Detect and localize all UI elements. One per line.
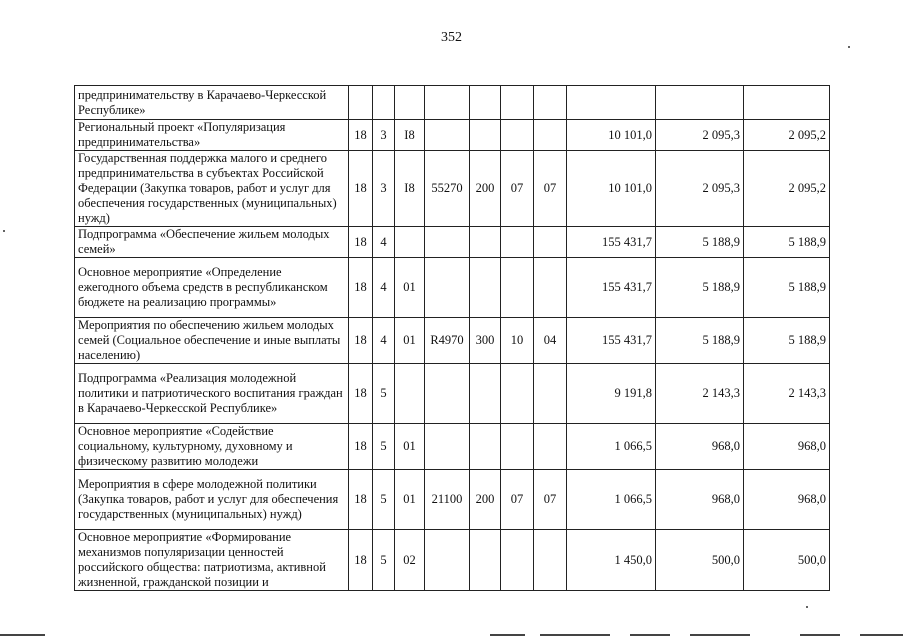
scan-edge-line — [630, 634, 670, 636]
code-subsection — [534, 227, 567, 258]
amount-col-1: 10 101,0 — [567, 120, 656, 151]
code-expense-type — [470, 86, 501, 120]
amount-col-3: 2 095,2 — [744, 151, 830, 227]
code-subsection: 04 — [534, 318, 567, 364]
code-ministry: 18 — [349, 318, 373, 364]
amount-col-2: 2 095,3 — [656, 151, 744, 227]
amount-col-2: 5 188,9 — [656, 227, 744, 258]
scan-edge-line — [690, 634, 750, 636]
code-direction: 55270 — [425, 151, 470, 227]
amount-col-1: 155 431,7 — [567, 258, 656, 318]
amount-col-1: 155 431,7 — [567, 318, 656, 364]
code-subsection — [534, 258, 567, 318]
table-row — [75, 424, 830, 470]
code-direction — [425, 258, 470, 318]
table-row — [75, 530, 830, 591]
code-expense-type — [470, 227, 501, 258]
code-ministry: 18 — [349, 530, 373, 591]
code-section — [501, 227, 534, 258]
page-number: 352 — [441, 30, 462, 45]
budget-table — [74, 85, 830, 591]
amount-col-3: 968,0 — [744, 424, 830, 470]
scan-edge-line — [540, 634, 610, 636]
code-subsection — [534, 364, 567, 424]
code-event: 01 — [395, 424, 425, 470]
code-ministry: 18 — [349, 227, 373, 258]
amount-col-1: 9 191,8 — [567, 364, 656, 424]
table-row — [75, 151, 830, 227]
code-subprogram: 4 — [373, 258, 395, 318]
code-subprogram: 5 — [373, 364, 395, 424]
code-direction — [425, 424, 470, 470]
table-row — [75, 120, 830, 151]
table-row — [75, 364, 830, 424]
scan-edge-line — [800, 634, 840, 636]
table-row — [75, 470, 830, 530]
code-ministry: 18 — [349, 120, 373, 151]
amount-col-2: 968,0 — [656, 470, 744, 530]
table-row — [75, 227, 830, 258]
code-expense-type: 200 — [470, 151, 501, 227]
code-expense-type — [470, 120, 501, 151]
scan-speck — [806, 606, 808, 608]
code-expense-type — [470, 258, 501, 318]
code-subprogram: 5 — [373, 424, 395, 470]
code-event — [395, 364, 425, 424]
row-name: Подпрограмма «Реализация молодежной политики и патриотического воспитания граждан в Карачаево-Черкесской Республике» — [75, 364, 349, 424]
amount-col-2: 5 188,9 — [656, 258, 744, 318]
code-direction — [425, 364, 470, 424]
amount-col-3: 968,0 — [744, 470, 830, 530]
row-name: Мероприятия в сфере молодежной политики (Закупка товаров, работ и услуг для обеспечения государственных (муниципальных) нужд) — [75, 470, 349, 530]
code-section — [501, 424, 534, 470]
amount-col-1: 10 101,0 — [567, 151, 656, 227]
code-expense-type — [470, 530, 501, 591]
code-subsection: 07 — [534, 151, 567, 227]
amount-col-1: 1 450,0 — [567, 530, 656, 591]
amount-col-3: 2 095,2 — [744, 120, 830, 151]
code-subsection — [534, 86, 567, 120]
code-subsection — [534, 530, 567, 591]
code-section — [501, 530, 534, 591]
amount-col-2 — [656, 86, 744, 120]
code-ministry: 18 — [349, 424, 373, 470]
amount-col-3 — [744, 86, 830, 120]
scan-edge-line — [490, 634, 525, 636]
amount-col-3: 5 188,9 — [744, 318, 830, 364]
code-subprogram: 4 — [373, 318, 395, 364]
code-direction — [425, 86, 470, 120]
code-ministry: 18 — [349, 364, 373, 424]
table-row — [75, 318, 830, 364]
code-event: I8 — [395, 120, 425, 151]
scan-speck — [848, 46, 850, 48]
amount-col-1 — [567, 86, 656, 120]
table-body — [75, 86, 830, 591]
code-ministry — [349, 86, 373, 120]
code-section — [501, 364, 534, 424]
code-subprogram: 5 — [373, 470, 395, 530]
code-direction — [425, 120, 470, 151]
code-ministry: 18 — [349, 470, 373, 530]
code-ministry: 18 — [349, 151, 373, 227]
code-event: 01 — [395, 318, 425, 364]
amount-col-3: 2 143,3 — [744, 364, 830, 424]
code-subprogram — [373, 86, 395, 120]
row-name: Основное мероприятие «Формирование механизмов популяризации ценностей российского общества: патриотизма, активной жизненной, гражданской позиции и — [75, 530, 349, 591]
code-subprogram: 5 — [373, 530, 395, 591]
code-direction: R4970 — [425, 318, 470, 364]
code-section: 07 — [501, 151, 534, 227]
code-event: I8 — [395, 151, 425, 227]
code-section: 07 — [501, 470, 534, 530]
scan-edge-line — [860, 634, 903, 636]
code-section — [501, 86, 534, 120]
amount-col-2: 2 143,3 — [656, 364, 744, 424]
amount-col-2: 968,0 — [656, 424, 744, 470]
code-expense-type — [470, 424, 501, 470]
code-section — [501, 120, 534, 151]
table-row — [75, 86, 830, 120]
code-expense-type — [470, 364, 501, 424]
code-subsection: 07 — [534, 470, 567, 530]
amount-col-2: 2 095,3 — [656, 120, 744, 151]
row-name: предпринимательству в Карачаево-Черкесской Республике» — [75, 86, 349, 120]
code-event: 01 — [395, 258, 425, 318]
code-subprogram: 4 — [373, 227, 395, 258]
amount-col-3: 5 188,9 — [744, 258, 830, 318]
code-event: 02 — [395, 530, 425, 591]
row-name: Региональный проект «Популяризация предпринимательства» — [75, 120, 349, 151]
row-name: Подпрограмма «Обеспечение жильем молодых семей» — [75, 227, 349, 258]
code-section: 10 — [501, 318, 534, 364]
code-ministry: 18 — [349, 258, 373, 318]
code-event — [395, 227, 425, 258]
scan-speck — [3, 230, 5, 232]
row-name: Основное мероприятие «Содействие социальному, культурному, духовному и физическому развитию молодежи — [75, 424, 349, 470]
code-subprogram: 3 — [373, 151, 395, 227]
row-name: Государственная поддержка малого и среднего предпринимательства в субъектах Российской Федерации (Закупка товаров, работ и услуг для обеспечения государственных (муниципальных) нужд) — [75, 151, 349, 227]
amount-col-1: 1 066,5 — [567, 424, 656, 470]
amount-col-1: 1 066,5 — [567, 470, 656, 530]
code-direction: 21100 — [425, 470, 470, 530]
amount-col-1: 155 431,7 — [567, 227, 656, 258]
scan-edge-line — [0, 634, 45, 636]
code-event — [395, 86, 425, 120]
code-event: 01 — [395, 470, 425, 530]
code-expense-type: 200 — [470, 470, 501, 530]
amount-col-2: 500,0 — [656, 530, 744, 591]
code-subsection — [534, 120, 567, 151]
row-name: Мероприятия по обеспечению жильем молодых семей (Социальное обеспечение и иные выплаты населению) — [75, 318, 349, 364]
row-name: Основное мероприятие «Определение ежегодного объема средств в республиканском бюджете на реализацию программы» — [75, 258, 349, 318]
amount-col-2: 5 188,9 — [656, 318, 744, 364]
code-section — [501, 258, 534, 318]
code-direction — [425, 530, 470, 591]
amount-col-3: 500,0 — [744, 530, 830, 591]
code-subprogram: 3 — [373, 120, 395, 151]
code-subsection — [534, 424, 567, 470]
table-row — [75, 258, 830, 318]
amount-col-3: 5 188,9 — [744, 227, 830, 258]
code-direction — [425, 227, 470, 258]
code-expense-type: 300 — [470, 318, 501, 364]
